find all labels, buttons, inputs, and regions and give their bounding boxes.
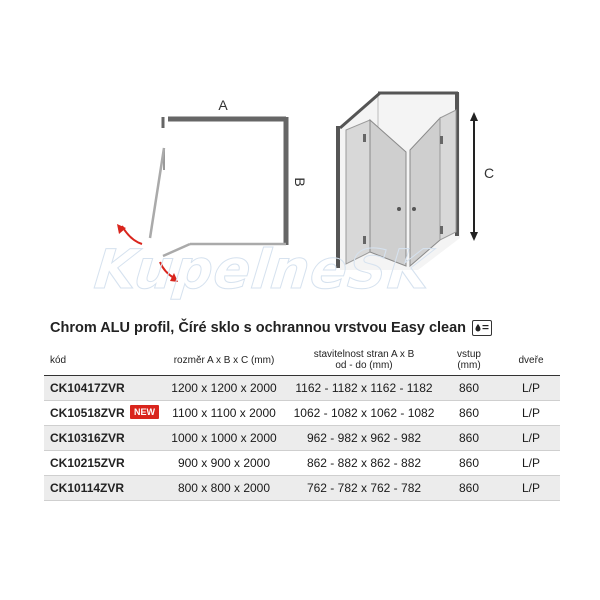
cell-door: L/P [521,431,540,445]
handle-right [412,207,416,211]
label-a: A [218,97,228,113]
label-c: C [483,165,495,181]
heading-title: Chrom ALU profil, Číré sklo s ochrannou vrstvou Easy clean [50,320,467,336]
dimension-c-arrow-bottom [470,232,478,241]
cell-entry: 860 [458,381,480,395]
cell-size: 900 x 900 x 2000 [177,456,271,470]
cell-entry: 860 [458,431,480,445]
cell-adjust: 1162 - 1182 x 1162 - 1182 [295,381,433,395]
product-heading [50,320,492,336]
cell-door: L/P [521,381,540,395]
table-header [44,345,560,376]
cell-door: L/P [521,481,540,495]
cell-adjust: 862 - 882 x 862 - 882 [306,456,422,470]
right-fixed-panel [440,110,456,240]
cell-adjust: 1062 - 1082 x 1062 - 1082 [293,406,435,420]
cell-size: 1000 x 1000 x 2000 [171,431,277,445]
header-code: kód [50,355,67,366]
cell-code: CK10215ZVR [50,456,125,470]
header-entry [444,349,494,371]
cell-door: L/P [521,456,540,470]
watermark: KupelneSK [91,238,435,301]
table-row [44,476,560,501]
cell-entry: 860 [458,481,480,495]
cell-size: 1100 x 1100 x 2000 [172,406,276,420]
label-b: B [292,177,308,187]
product-table [44,345,560,501]
arrow-head-left [117,224,126,234]
cell-entry: 860 [458,406,480,420]
cell-code: CK10417ZVR [50,381,125,395]
hinge-bottom-right [440,226,443,234]
cell-adjust: 962 - 982 x 962 - 982 [306,431,422,445]
header-entry-label: vstup [457,349,481,360]
hinge-top-left [363,134,366,142]
table-row [44,401,560,426]
cell-door: L/P [521,406,540,420]
cell-size: 1200 x 1200 x 2000 [171,381,277,395]
plan-door-left [150,148,164,238]
handle-left [397,207,401,211]
table-row [44,451,560,476]
header-adjust-line1: stavitelnost stran A x B [313,349,415,360]
header-door: dveře [518,355,544,366]
header-adjust [289,349,439,371]
cell-adjust: 762 - 782 x 762 - 782 [306,481,422,495]
table-body [44,376,560,501]
header-adjust-line2: od - do (mm) [335,360,393,371]
cell-entry: 860 [458,456,480,470]
cell-code: CK10316ZVR [50,431,125,445]
cell-code: CK10114ZVR [50,481,125,495]
header-entry-unit: (mm) [457,360,481,371]
table-row [44,376,560,401]
cell-code: CK10518ZVR [50,406,125,420]
easy-clean-icon [472,320,492,336]
header-size: rozměr A x B x C (mm) [173,355,275,366]
cell-size: 800 x 800 x 2000 [177,481,271,495]
dimension-c-arrow-top [470,112,478,121]
new-badge: NEW [130,405,159,419]
table-row [44,426,560,451]
hinge-top-right [440,136,443,144]
